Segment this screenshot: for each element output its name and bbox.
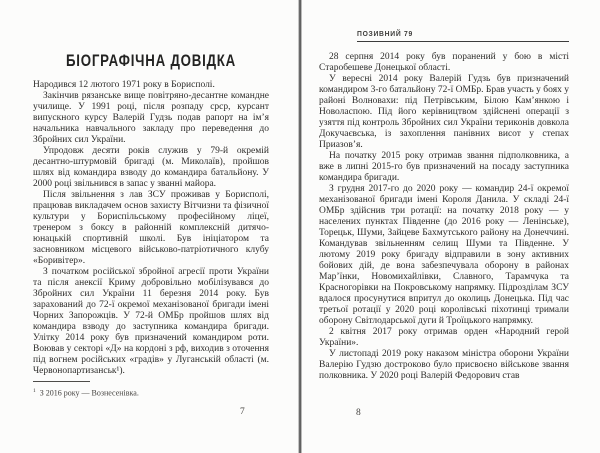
body-paragraph: На початку 2015 року отримав звання підполковника, а вже в липні 2015-го був призначений на посаду заступника командира бригади.	[319, 151, 569, 183]
footnote	[33, 386, 269, 399]
footnote-marker: 1	[33, 388, 36, 394]
footnote-divider	[33, 381, 90, 382]
body-paragraph: Закінчив рязанське вище повітряно-десантне командне училище. У 1991 році, після розпаду срср, курсант випускного курсу Валерій Гудзь подав рапорт на ім’я начальника навчального закладу про переведення до Збройних сил України.	[33, 91, 269, 145]
footnote-text: З 2016 року — Вознесенівка.	[39, 388, 139, 398]
book-spine	[298, 0, 302, 453]
body-paragraph: У вересні 2014 року Валерій Гудзь був призначений командиром 3-го батальйону 72-ї ОМБр. Брав участь у боях у районі Волновахи: під Петрівським, Білою Кам’янкою і Новоласпою. Під його керівництвом здійснені операції з узяття під контроль Збройних сил України териконів довкола Докучаєвська, із захоплення панівних висот у степах Приазов’я.	[319, 74, 569, 150]
running-head: ПОЗИВНИЙ 79	[357, 29, 413, 38]
running-head-rule	[357, 41, 569, 42]
footnote-block	[33, 381, 269, 399]
body-paragraph: У листопаді 2019 року наказом міністра оборони України Валерію Гудзю достроково було присвоєно військове звання полковника. У 2020 році Валерій Федорович став	[319, 349, 569, 381]
body-paragraph: З грудня 2017-го до 2020 року — командир 24-ї окремої механізованої бригади імені Короля Данила. У складі 24-ї ОМБр здійснив три ротації: на початку 2018 року — у населених пунктах Південне (до 2016 року — Ленінське), Торецьк, Шуми, Зайцеве Бахмутського району на Донеччині. Командував звільненням селищ Шуми та Південне. У лютому 2019 року бригаду відправили в зону активних бойових дій, де вона забезпечувала оборону в районах Мар’їнки, Новомихайлівки, Славного, Тарамчука та Красногорівки на Покровському напрямку. Підрозділам ЗСУ вдалося просунутися впритул до околиць Донецька. Під час третьої ротації у 2020 році королівські піхотинці тримали оборону Світлодарської дуги й Троїцького напрямку.	[319, 184, 569, 326]
body-paragraph: Після звільнення з лав ЗСУ проживав у Борисполі, працював викладачем основ захисту Вітчизни та фізичної культури у Бориспільському професійному ліцеї, тренером з боксу в районній комплексній дитячо-юнацькій спортивній школі. Був ініціатором та засновником місцевого військово-патріотичного клубу «Боривітер».	[33, 190, 269, 266]
body-paragraph: З початком російської збройної агресії проти України та після анексії Криму добровільно мобілізувався до Збройних сил України 11 березня 2014 року. Був зарахований до 72-ї окремої механізованої бригади імені Чорних Запорожців. У 72-й ОМБр пройшов шлях від командира взводу до заступника командира бригади. Улітку 2014 року був призначений командиром роти. Воював у секторі «Д» на кордоні з рф, виходив з оточення під вогнем російських «градів» у Луганській області (м. Червонопартизанськ¹).	[33, 267, 269, 376]
body-paragraph: 28 серпня 2014 року був поранений у бою в місті Старобешеве Донецької області.	[319, 52, 569, 73]
left-page-body	[33, 80, 269, 377]
body-paragraph: Упродовж десяти років служив у 79-й окремій десантно-штурмовій бригаді (м. Миколаїв), пройшов шлях від командира взводу до командира батальйону. У 2000 році звільнився в запас у званні майора.	[33, 146, 269, 189]
page-number-left: 7	[240, 407, 245, 417]
body-paragraph: 2 квітня 2017 року отримав орден «Народний герой України».	[319, 327, 569, 348]
right-page-body	[319, 52, 569, 382]
chapter-title: БІОГРАФІЧНА ДОВІДКА	[65, 51, 237, 70]
page-number-right: 8	[356, 408, 361, 418]
body-paragraph: Народився 12 лютого 1971 року в Борисполі.	[33, 80, 215, 90]
